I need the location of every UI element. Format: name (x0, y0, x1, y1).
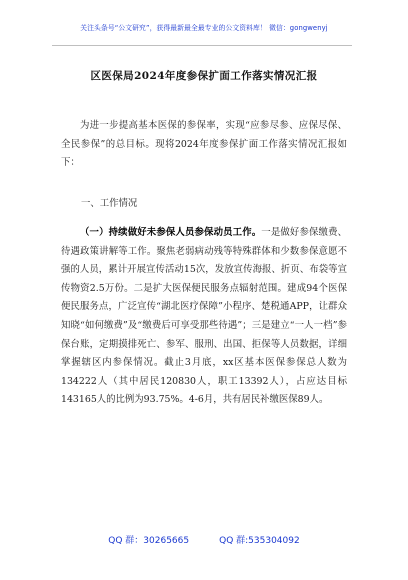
footer-contact (0, 533, 408, 546)
header-banner: 关注头条号“公文研究”，获得最新最全最专业的公文资料库！ 微信：gongwenyj (80, 24, 328, 32)
footer-qq-group-1: QQ 群：30265665 (108, 536, 190, 546)
body-text: 一是做好参保缴费、待遇政策讲解等工作。聚焦老弱病动残等特殊群体和少数参保意愿不强的人员，累计开展宣传活动15次，发放宣传海报、折页、布袋等宣传物资2.5万份。二是扩大医保便民服务点辐射范围。建成94个医保便民服务点，广泛宣传“湖北医疗保障”小程序、楚税通APP，让群众知晓“如何缴费”及“缴费后可享受那些待遇”；三是建立“一人一档”参保台账，定期摸排死亡、参军、服刑、出国、拒保等人员数据，详细掌握辖区内参保情况。截止3月底，xx区基本医保参保总人数为134222人（其中居民120830人，职工13392人），占应达目标143165人的比例为93.75%。4-6月，共有居民补缴医保89人。 (61, 227, 347, 406)
sub-heading: （一）持续做好未参保人员参保动员工作。 (80, 227, 262, 238)
intro-paragraph: 为进一步提高基本医保的参保率，实现“应参尽参、应保尽保、全民参保”的总目标。现将2024年度参保扩面工作落实情况汇报如下： (61, 120, 347, 169)
header-divider (52, 45, 352, 46)
document-title: 区医保局2024年度参保扩面工作落实情况汇报 (90, 70, 318, 82)
body-paragraph (61, 224, 347, 410)
footer-qq-group-2: QQ 群:535304092 (219, 536, 300, 546)
section-heading: 一、工作情况 (81, 198, 138, 209)
